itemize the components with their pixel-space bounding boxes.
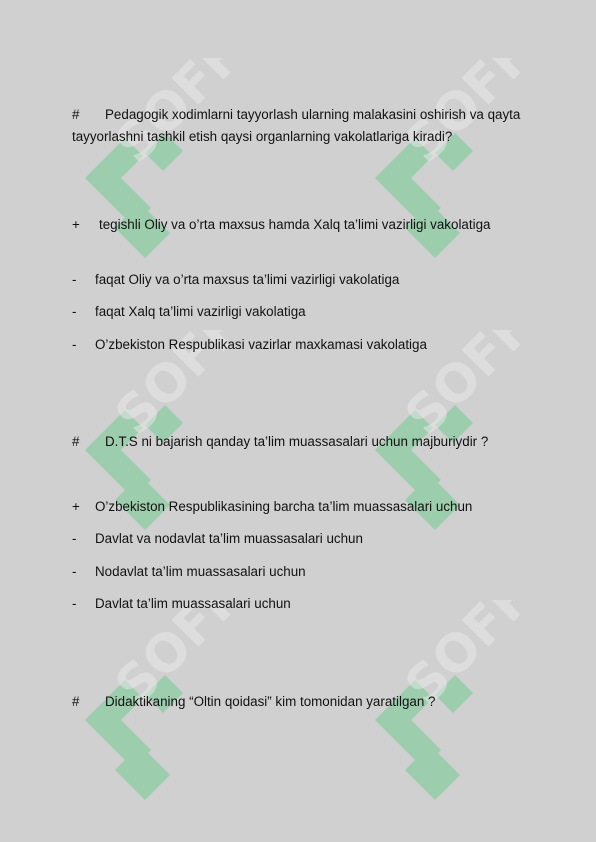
watermark-logo bbox=[75, 58, 235, 278]
option-text: Davlat va nodavlat ta’lim muassasalari uchun bbox=[95, 531, 363, 546]
question-text: D.T.S ni bajarish qanday ta’lim muassasalari uchun majburiydir ? bbox=[105, 434, 489, 449]
option-marker: - bbox=[72, 564, 77, 579]
option-marker: - bbox=[72, 304, 77, 319]
option-marker: + bbox=[72, 217, 80, 232]
option-marker: - bbox=[72, 531, 77, 546]
svg-text:SOFF: SOFF bbox=[394, 330, 525, 447]
option-text: tegishli Oliy va o’rta maxsus hamda Xalq ta’limi vazirligi vakolatiga bbox=[99, 217, 491, 232]
svg-text:SOFF: SOFF bbox=[104, 600, 235, 717]
option-text: O’zbekiston Respublikasining barcha ta’lim muassasalari uchun bbox=[95, 499, 473, 514]
svg-text:SOFF: SOFF bbox=[394, 600, 525, 717]
question-marker: # bbox=[72, 434, 80, 449]
option-marker: - bbox=[72, 337, 77, 352]
question-text: Pedagogik xodimlarni tayyorlash ularning malakasini oshirish va qayta tayyorlashni tashkil etish qaysi organlarning vakolatlariga kiradi? bbox=[72, 107, 521, 144]
option-marker: + bbox=[72, 499, 80, 514]
svg-text:SOFF: SOFF bbox=[104, 330, 235, 447]
option-text: Davlat ta’lim muassasalari uchun bbox=[95, 596, 291, 611]
option-text: Nodavlat ta’lim muassasalari uchun bbox=[95, 564, 306, 579]
option-text: faqat Xalq ta’limi vazirligi vakolatiga bbox=[95, 304, 306, 319]
svg-text:SOFF: SOFF bbox=[394, 58, 525, 175]
option-marker: - bbox=[72, 596, 77, 611]
option-marker: - bbox=[72, 272, 77, 287]
option-text: faqat Oliy va o’rta maxsus ta’limi vazirligi vakolatiga bbox=[95, 272, 400, 287]
watermark-logo bbox=[365, 58, 525, 278]
question-marker: # bbox=[72, 694, 80, 709]
question-text: Didaktikaning “Oltin qoidasi” kim tomonidan yaratilgan ? bbox=[105, 694, 436, 709]
question-marker: # bbox=[72, 107, 80, 122]
option-text: O’zbekiston Respublikasi vazirlar maxkamasi vakolatiga bbox=[95, 337, 427, 352]
svg-text:SOFF: SOFF bbox=[104, 58, 235, 175]
